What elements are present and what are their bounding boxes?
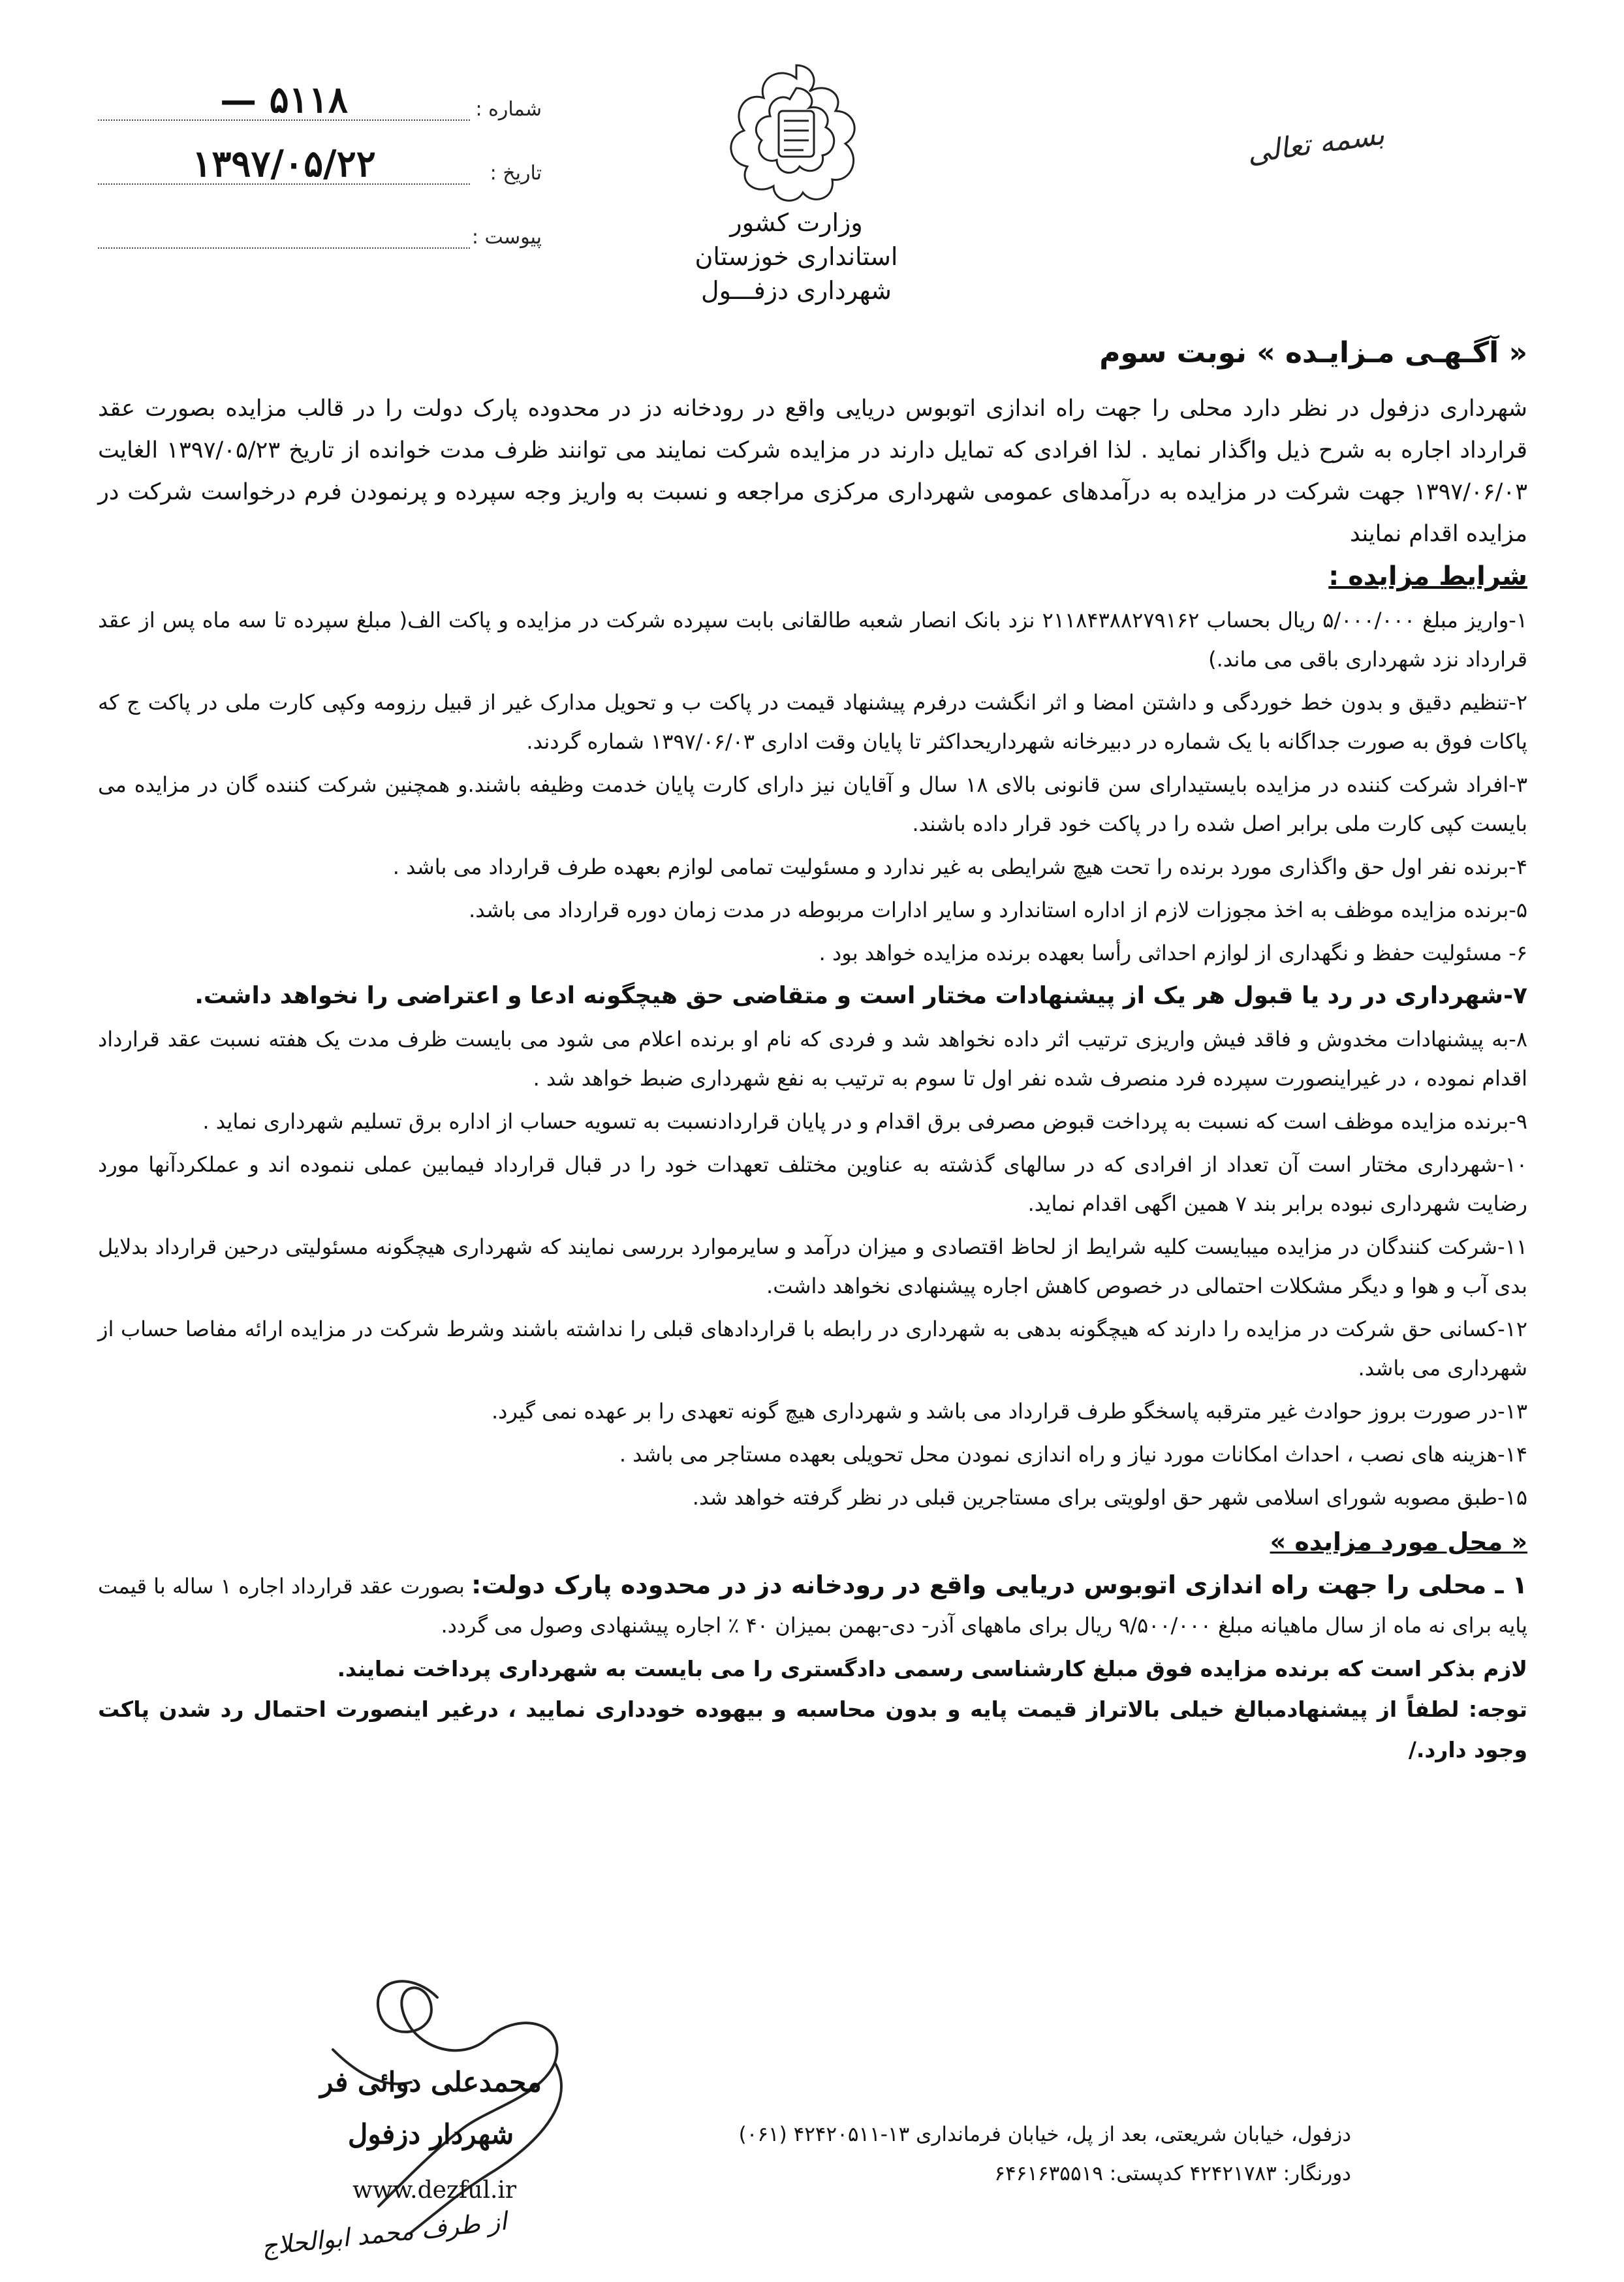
notice-title: « آگـهـی مـزایـده » نوبت سوم [1099,336,1527,369]
website-text: www.dezful.ir [352,2177,517,2204]
handwritten-signature-note: از طرف محمد ابوالحلاج [260,2206,508,2261]
location-paragraph [98,1565,1527,1645]
letterhead-municipality: شهرداری دزفـــول [700,276,892,305]
location-head: ۱ ـ محلی را جهت راه اندازی اتوبوس دریایی واقع در رودخانه دز در محدوده پارک دولت: [471,1571,1528,1599]
municipality-emblem-icon [721,59,871,209]
letterhead-governorate: استانداری خوزستان [695,242,898,271]
notice-body [98,336,1527,1770]
date-label: تاریخ : [490,162,542,185]
letterhead-ministry: وزارت کشور [730,208,863,237]
condition-item: ۹-برنده مزایده موظف است که نسبت به پرداخت قبوض مصرفی برق اقدام و در پایان قراردادنسبت به تسویه حساب از اداره برق تسلیم شهرداری نماید . [202,1109,1527,1134]
condition-item: ۱۴-هزینه های نصب ، احداث امکانات مورد نیاز و راه اندازی نمودن محل تحویلی بعهده مستاجر می باشد . [619,1442,1527,1467]
attachment-label: پیوست : [471,226,542,249]
condition-item: ۱۵-طبق مصوبه شورای اسلامی شهر حق اولویتی برای مستاجرین قبلی در نظر گرفته خواهد شد. [692,1485,1527,1510]
date-value: ۱۳۹۷/۰۵/۲۲ [98,144,470,185]
attachment-value [98,221,470,249]
signer-position: شهردار دزفول [347,2118,514,2150]
condition-item: ۱۳-در صورت بروز حوادث غیر مترقبه پاسخگو طرف قرارداد می باشد و شهرداری هیچ گونه تعهدی را بر عهده نمی گیرد. [491,1399,1527,1424]
footer [496,2115,1351,2193]
warning-note: توجه: لطفاً از پیشنهادمبالغ خیلی بالاتراز قیمت پایه و بدون محاسبه و بیهوده خودداری نمایید ، درغیر اینصورت احتمال رد شدن پاکت وجود دارد./ [98,1696,1527,1762]
date-row [98,142,542,185]
condition-item: ۱۲-کسانی حق شرکت در مزایده را دارند که هیچگونه بدهی به شهرداری در رابطه با قراردادهای قبلی را نداشته باشند وشرط شرکت در مزایده ارائه مفاصا حساب از شهرداری می باشد. [98,1317,1527,1381]
signer-name: محمدعلی دوائی فر [320,2066,542,2098]
condition-item: ۱۱-شرکت کنندگان در مزایده میبایست کلیه شرایط از لحاظ اقتصادی و میزان درآمد و سایرموارد بررسی نمایند که شهرداری هیچگونه مسئولیتی درحین قرارداد بدلایل بدی آب و هوا و دیگر مشکلات احتمالی در خصوص کاهش اجاره پیشنهادی نخواهد داشت. [98,1234,1527,1298]
attachment-row [98,210,542,249]
handwritten-note: بسمه تعالی [1245,117,1387,170]
notice-intro: شهرداری دزفول در نظر دارد محلی را جهت راه اندازی اتوبوس دریایی واقع در رودخانه دز در محدوده پارک دولت را در قالب مزایده بصورت عقد قرارداد اجاره به شرح ذیل واگذار نماید . لذا افرادی که تمایل دارند در مزایده شرکت نمایند می توانند ظرف مدت خوانده از تاریخ ۱۳۹۷/۰۵/۲۳ الغایت ۱۳۹۷/۰۶/۰۳ جهت شرکت در مزایده به درآمدهای عمومی شهرداری مرکزی مراجعه و نسبت به واریز وجه سپرده و پرنمودن فرم درخواست شرکت در مزایده اقدام نمایند [98,396,1527,547]
condition-item: ۶- مسئولیت حفظ و نگهداری از لوازم احداثی رأسا بعهده برنده مزایده خواهد بود . [819,941,1527,965]
condition-item: ۳-افراد شرکت کننده در مزایده بایستیدارای سن قانونی بالای ۱۸ سال و آقایان نیز دارای کارت پایان خدمت وظیفه باشند.و همچنین شرکت کننده گان در مزایده می بایست کپی کارت ملی برابر اصل شده را در پاکت خود قرار داده باشند. [98,772,1528,836]
location-text: بصورت عقد قرارداد اجاره ۱ ساله با قیمت پایه برای نه ماه از سال ماهیانه مبلغ ۹/۵۰۰/۰۰۰ ریال برای ماههای آذر- دی-بهمن بمیزان ۴۰ ٪ اجاره پیشنهادی وصول می گردد. [98,1574,1527,1638]
footer-address: دزفول، خیابان شریعتی، بعد از پل، خیابان فرمانداری ۱۳-۴۲۴۲۰۵۱۱ (۰۶۱) [738,2123,1351,2146]
condition-item: ۱-واریز مبلغ ۵/۰۰۰/۰۰۰ ریال بحساب ۲۱۱۸۴۳۸۸۲۷۹۱۶۲ نزد بانک انصار شعبه طالقانی بابت سپرده شرکت در مزایده و پاکت الف( مبلغ سپرده تا سه ماه پس از عقد قرارداد نزد شهرداری باقی می ماند.) [98,608,1528,672]
condition-item: ۷-شهرداری در رد یا قبول هر یک از پیشنهادات مختار است و متقاضی حق هیچگونه ادعا و اعتراضی را نخواهد داشت. [195,982,1527,1009]
conditions-title: شرایط مزایده : [1328,561,1527,591]
number-label: شماره : [475,98,542,121]
footer-fax-postal: دورنگار: ۴۲۴۲۱۷۸۳ کدپستی: ۶۴۶۱۶۳۵۵۱۹ [994,2162,1351,2185]
fee-note: لازم بذکر است که برنده مزایده فوق مبلغ کارشناسی رسمی دادگستری را می بایست به شهرداری پرداخت نمایند. [337,1656,1527,1681]
condition-item: ۲-تنظیم دقیق و بدون خط خوردگی و داشتن امضا و اثر انگشت درفرم پیشنهاد قیمت در پاکت ب و تحویل مدارک غیر از قبیل رزومه وکپی کارت ملی در پاکت ج که پاکات فوق به صورت جداگانه با یک شماره در دبیرخانه شهرداریحداکثر تا پایان وقت اداری ۱۳۹۷/۰۶/۰۳ شماره گردند. [98,690,1527,754]
location-title: « محل مورد مزایده » [1270,1527,1527,1556]
letter-meta [98,78,542,274]
number-row [98,78,542,121]
condition-item: ۴-برنده نفر اول حق واگذاری مورد برنده را تحت هیچ شرایطی به غیر ندارد و مسئولیت تمامی لوازم بعهده طرف قرارداد می باشد . [392,854,1527,879]
condition-item: ۸-به پیشنهادات مخدوش و فاقد فیش واریزی ترتیب اثر داده نخواهد شد و فردی که نام او برنده اعلام می شود می بایست ظرف مدت یک هفته نسبت عقد قرارداد اقدام نموده ، در غیراینصورت سپرده فرد منصرف شده نفر اول تا سوم به ترتیب به نفع شهرداری ضبط خواهد شد . [98,1027,1527,1091]
number-value: ۵۱۱۸ — [98,80,470,121]
condition-item: ۱۰-شهرداری مختار است آن تعداد از افرادی که در سالهای گذشته به عناوین مختلف تعهدات خود را در قبال قرارداد فیمابین عملی ننموده اند و عملکردآنها مورد رضایت شهرداری نبوده برابر بند ۷ همین اگهی اقدام نماید. [98,1152,1527,1216]
condition-item: ۵-برنده مزایده موظف به اخذ مجوزات لازم از اداره استاندارد و سایر ادارات مربوطه در مدت زمان دوره قرارداد می باشد. [469,898,1527,922]
letterhead [653,206,940,307]
